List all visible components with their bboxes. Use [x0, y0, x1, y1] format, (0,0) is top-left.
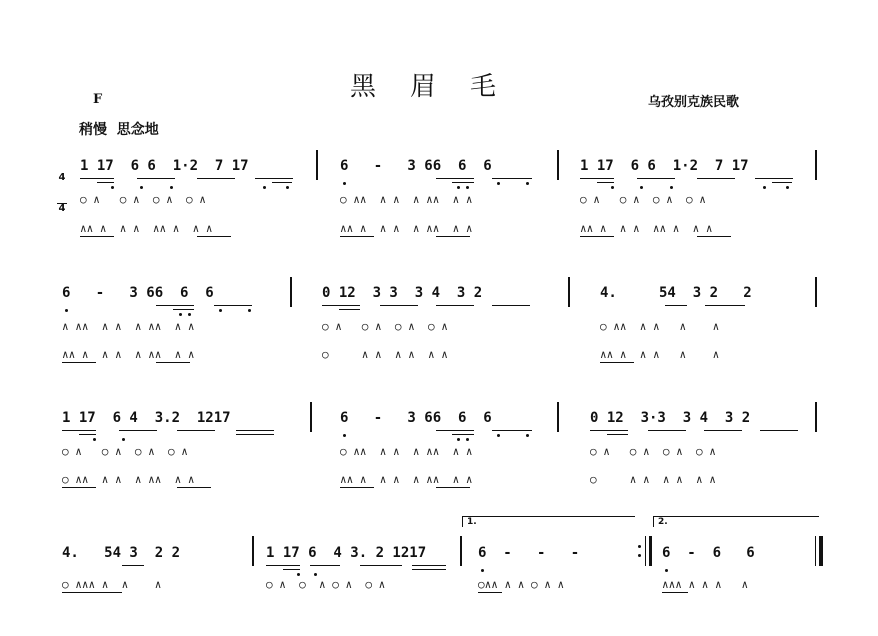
octave-dot [526, 434, 529, 437]
barline [557, 150, 559, 180]
bar-fingering-upper: ○ ∧ ○ ∧ ○ ∧ ○ ∧ [80, 193, 206, 206]
final-barline-thin [815, 536, 816, 566]
beam-underline [704, 430, 742, 431]
beam-underline [197, 178, 235, 179]
volta-bracket-second-ending [653, 516, 819, 527]
fingering-underline [600, 362, 634, 363]
bar-notes: 6 - 6 6 [662, 545, 755, 561]
barline [815, 402, 817, 432]
barline [310, 402, 312, 432]
octave-dot [466, 186, 469, 189]
octave-dot [188, 313, 191, 316]
fingering-underline [662, 592, 688, 593]
fingering-underline [340, 236, 374, 237]
beam-underline [97, 182, 114, 183]
beam-underline [607, 434, 628, 435]
beam-underline [452, 182, 474, 183]
barline [290, 277, 292, 307]
octave-dot [457, 186, 460, 189]
fingering-underline [62, 592, 122, 593]
time-signature-top: 4 [58, 172, 66, 183]
octave-dot [665, 569, 668, 572]
fingering-underline [478, 592, 502, 593]
bar-fingering-upper: ∧ ∧∧ ∧ ∧ ∧ ∧∧ ∧ ∧ [62, 320, 195, 333]
octave-dot [219, 309, 222, 312]
fingering-underline [62, 487, 96, 488]
beam-underline [137, 178, 175, 179]
beam-underline [436, 178, 474, 179]
beam-underline [590, 430, 628, 431]
bar-fingering-lower: ∧∧ ∧ ∧ ∧ ∧ ∧∧ ∧ ∧ [340, 473, 473, 486]
barline [252, 536, 254, 566]
repeat-barline-thick [649, 536, 652, 566]
beam-underline [436, 430, 474, 431]
fingering-underline [80, 236, 114, 237]
bar-notes: 6 - 3 66 6 6 [340, 410, 492, 426]
fingering-underline [197, 236, 231, 237]
time-signature-bottom: 4 [58, 203, 66, 214]
beam-underline [492, 305, 530, 306]
octave-dot [526, 182, 529, 185]
bar-fingering-upper: ○∧∧ ∧ ∧ ○ ∧ ∧ [478, 578, 565, 591]
octave-dot [65, 309, 68, 312]
bar-notes: 6 - 3 66 6 6 [62, 285, 214, 301]
bar-fingering-upper: ○ ∧ ○ ∧ ○ ∧ ○ ∧ [266, 578, 386, 591]
page-title: 黑眉毛 [350, 72, 531, 102]
octave-dot [481, 569, 484, 572]
beam-underline [755, 178, 793, 179]
beam-underline [637, 178, 675, 179]
barline [557, 402, 559, 432]
beam-underline [492, 430, 532, 431]
barline [568, 277, 570, 307]
octave-dot [314, 573, 317, 576]
octave-dot [111, 186, 114, 189]
octave-dot [343, 434, 346, 437]
octave-dot [248, 309, 251, 312]
bar-notes: 0 12 3 3 3 4 3 2 [322, 285, 483, 301]
octave-dot [140, 186, 143, 189]
bar-notes: 6 - - - [478, 545, 580, 561]
repeat-dots [638, 545, 641, 563]
beam-underline [705, 305, 745, 306]
beam-underline [283, 569, 300, 570]
bar-notes: 1 17 6 4 3. 2 1217 [266, 545, 427, 561]
beam-underline [119, 430, 157, 431]
bar-fingering-lower: ○ ∧∧ ∧ ∧ ∧ ∧∧ ∧ ∧ [62, 473, 195, 486]
bar-fingering-upper: ○ ∧ ○ ∧ ○ ∧ ○ ∧ [322, 320, 448, 333]
bar-fingering-upper: ○ ∧ ○ ∧ ○ ∧ ○ ∧ [62, 445, 188, 458]
key-signature: F [93, 92, 103, 107]
bar-fingering-upper: ○ ∧∧ ∧ ∧ ∧ ∧∧ ∧ ∧ [340, 445, 473, 458]
bar-fingering-upper: ○ ∧ ○ ∧ ○ ∧ ○ ∧ [580, 193, 706, 206]
beam-underline [360, 565, 402, 566]
volta-label: 1. [467, 517, 477, 527]
beam-underline [255, 178, 293, 179]
bar-fingering-lower: ∧∧ ∧ ∧ ∧ ∧ ∧∧ ∧ ∧ [340, 222, 473, 235]
octave-dot [640, 186, 643, 189]
bar-fingering-upper: ○ ∧∧ ∧ ∧ ∧ ∧ [600, 320, 720, 333]
volta-bracket-first-ending [462, 516, 635, 527]
octave-dot [263, 186, 266, 189]
octave-dot [763, 186, 766, 189]
beam-underline [122, 565, 144, 566]
octave-dot [343, 182, 346, 185]
barline [815, 277, 817, 307]
beam-underline [272, 182, 292, 183]
bar-fingering-lower: ∧∧ ∧ ∧ ∧ ∧ ∧ [600, 348, 720, 361]
fingering-underline [156, 362, 190, 363]
beam-underline [412, 569, 446, 570]
octave-dot [297, 573, 300, 576]
octave-dot [122, 438, 125, 441]
octave-dot [457, 438, 460, 441]
beam-underline [380, 305, 418, 306]
beam-underline [266, 565, 300, 566]
octave-dot [670, 186, 673, 189]
bar-notes: 4. 54 3 2 2 [62, 545, 181, 561]
beam-underline [80, 178, 114, 179]
composer-credit: 乌孜别克族民歌 [648, 95, 740, 110]
barline [460, 536, 462, 566]
bar-fingering-lower: ∧∧ ∧ ∧ ∧ ∧ ∧∧ ∧ ∧ [62, 348, 195, 361]
octave-dot [286, 186, 289, 189]
beam-underline [214, 305, 252, 306]
octave-dot [170, 186, 173, 189]
fingering-underline [340, 487, 374, 488]
fingering-underline [62, 362, 96, 363]
bar-notes: 1 17 6 4 3.2 1217 [62, 410, 231, 426]
beam-underline [236, 430, 274, 431]
beam-underline [452, 434, 474, 435]
fingering-underline [436, 236, 470, 237]
final-barline-thick [819, 536, 823, 566]
beam-underline [412, 565, 446, 566]
octave-dot [497, 182, 500, 185]
octave-dot [466, 438, 469, 441]
beam-underline [597, 182, 614, 183]
bar-notes: 0 12 3·3 3 4 3 2 [590, 410, 751, 426]
beam-underline [772, 182, 792, 183]
repeat-barline-thin [645, 536, 646, 566]
bar-notes: 6 - 3 66 6 6 [340, 158, 492, 174]
beam-underline [310, 565, 340, 566]
octave-dot [497, 434, 500, 437]
barline [316, 150, 318, 180]
volta-label: 2. [658, 517, 668, 527]
octave-dot [179, 313, 182, 316]
bar-fingering-lower: ∧∧ ∧ ∧ ∧ ∧∧ ∧ ∧ ∧ [80, 222, 213, 235]
beam-underline [339, 309, 360, 310]
beam-underline [697, 178, 735, 179]
fingering-underline [436, 487, 470, 488]
fingering-underline [580, 236, 614, 237]
bar-notes: 4. 54 3 2 2 [600, 285, 752, 301]
bar-fingering-upper: ○ ∧∧ ∧ ∧ ∧ ∧∧ ∧ ∧ [340, 193, 473, 206]
barline [815, 150, 817, 180]
octave-dot [611, 186, 614, 189]
beam-underline [492, 178, 532, 179]
beam-underline [62, 430, 96, 431]
fingering-underline [697, 236, 731, 237]
bar-notes: 1 17 6 6 1·2 7 17 [580, 158, 749, 174]
beam-underline [580, 178, 614, 179]
bar-fingering-upper: ○ ∧ ○ ∧ ○ ∧ ○ ∧ [590, 445, 716, 458]
beam-underline [436, 305, 474, 306]
time-signature [57, 153, 67, 224]
bar-fingering-upper: ○ ∧∧∧ ∧ ∧ ∧ [62, 578, 162, 591]
fingering-underline [177, 487, 211, 488]
bar-fingering-lower: ○ ∧ ∧ ∧ ∧ ∧ ∧ [322, 348, 448, 361]
octave-dot [786, 186, 789, 189]
bar-fingering-upper: ∧∧∧ ∧ ∧ ∧ ∧ [662, 578, 749, 591]
beam-underline [173, 309, 194, 310]
bar-notes: 1 17 6 6 1·2 7 17 [80, 158, 249, 174]
beam-underline [760, 430, 798, 431]
beam-underline [322, 305, 360, 306]
tempo-marking: 稍慢 思念地 [79, 122, 159, 138]
bar-fingering-lower: ○ ∧ ∧ ∧ ∧ ∧ ∧ [590, 473, 716, 486]
beam-underline [79, 434, 96, 435]
octave-dot [93, 438, 96, 441]
beam-underline [665, 305, 687, 306]
beam-underline [648, 430, 686, 431]
beam-underline [236, 434, 274, 435]
bar-fingering-lower: ∧∧ ∧ ∧ ∧ ∧∧ ∧ ∧ ∧ [580, 222, 713, 235]
beam-underline [156, 305, 194, 306]
beam-underline [177, 430, 215, 431]
